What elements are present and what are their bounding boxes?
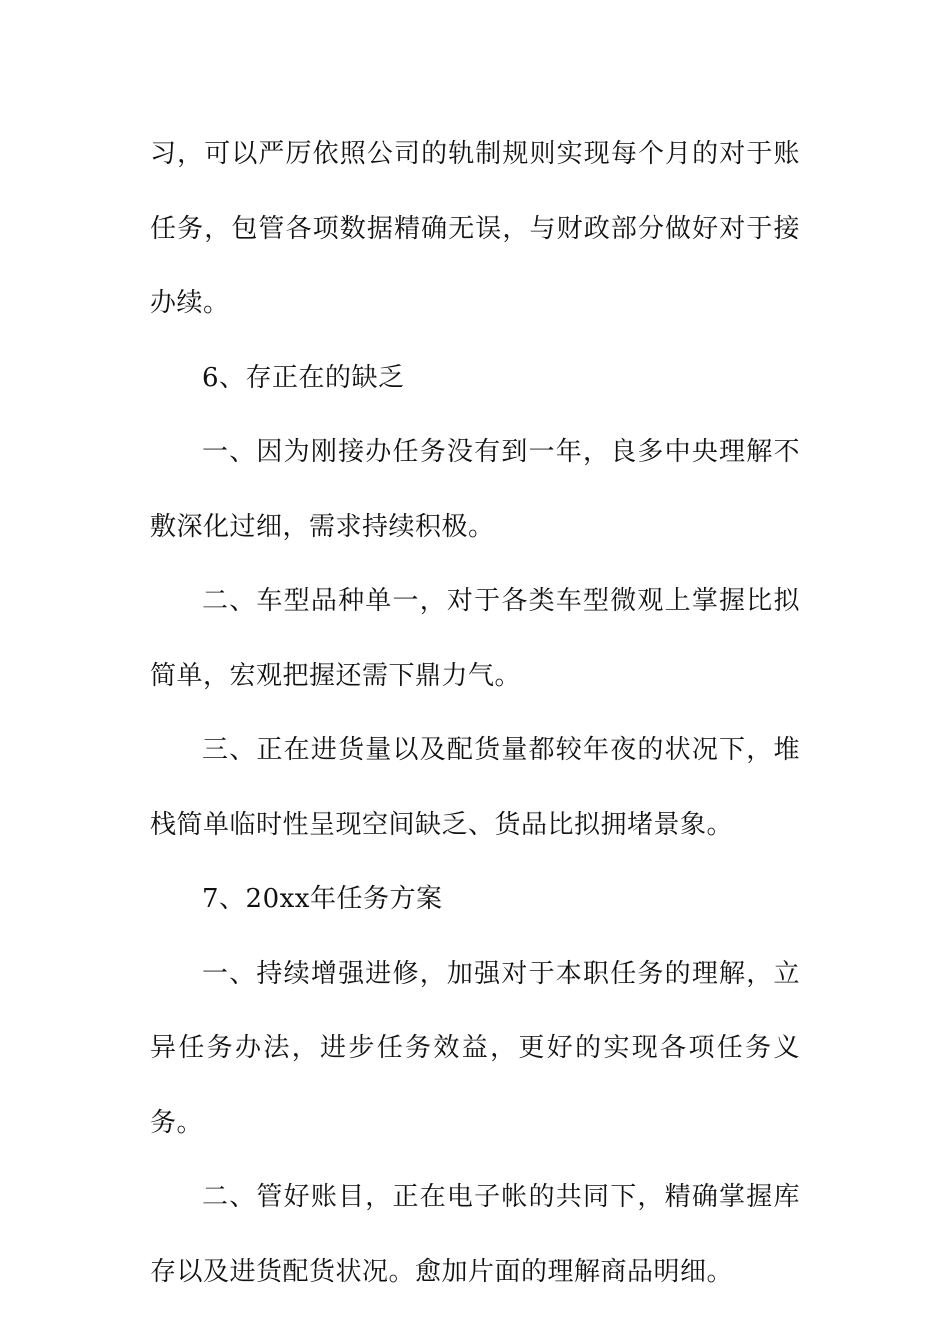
- section-heading-shortcomings: 6、存正在的缺乏: [202, 362, 405, 393]
- paragraph-plan-1: 一、持续增强进修，加强对于本职任务的理解，立异任务办法，进步任务效益，更好的实现各项任务义务。: [150, 958, 800, 1138]
- paragraph-continuation: 习，可以严厉依照公司的轨制规则实现每个月的对于账任务，包管各项数据精确无误，与财政部分做好对于接办续。: [150, 139, 800, 318]
- document-body: [150, 117, 800, 1309]
- paragraph-shortcoming-1: 一、因为刚接办任务没有到一年，良多中央理解不敷深化过细，需求持续积极。: [150, 437, 800, 542]
- paragraph-shortcoming-3: 三、正在进货量以及配货量都较年夜的状况下，堆栈简单临时性呈现空间缺乏、货品比拟拥堵景象。: [150, 735, 800, 840]
- section-heading-work-plan: 7、20xx年任务方案: [202, 884, 443, 914]
- paragraph-shortcoming-2: 二、车型品种单一，对于各类车型微观上掌握比拟简单，宏观把握还需下鼎力气。: [150, 586, 800, 691]
- paragraph-plan-2: 二、管好账目，正在电子帐的共同下，精确掌握库存以及进货配货状况。愈加片面的理解商品明细。: [150, 1182, 800, 1287]
